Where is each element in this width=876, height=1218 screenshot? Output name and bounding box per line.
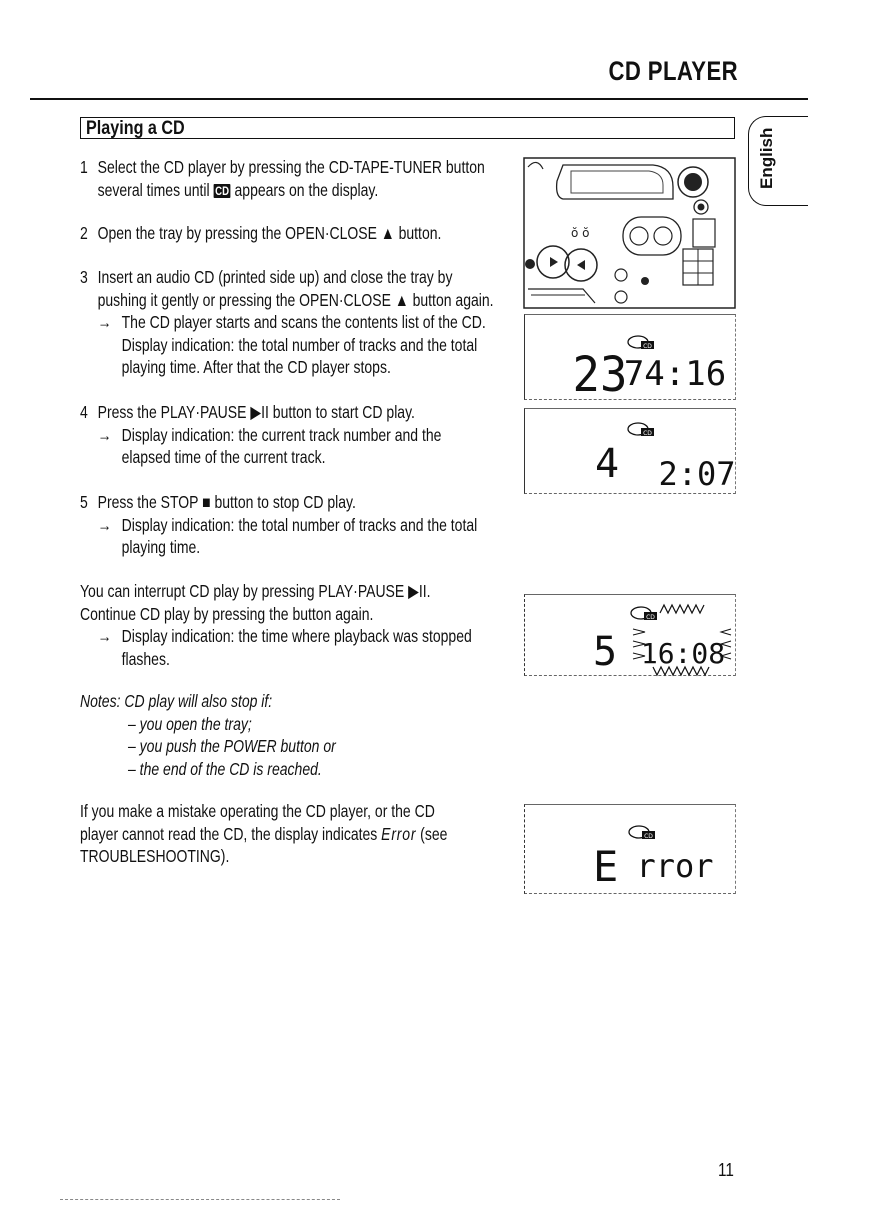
step-4 bbox=[80, 401, 528, 469]
paragraph-text: TROUBLESHOOTING). bbox=[80, 846, 230, 866]
result-detail: playing time. After that the CD player stops. bbox=[121, 357, 391, 377]
note-item: – you open the tray; bbox=[128, 713, 252, 734]
error-code-text: Error bbox=[381, 823, 417, 844]
step-number: 3 bbox=[80, 267, 88, 287]
notes-intro: Notes: CD play will also stop if: bbox=[80, 691, 273, 711]
cd-badge-text: CD bbox=[646, 614, 655, 621]
cd-disc-icon bbox=[629, 826, 655, 840]
result-detail: elapsed time of the current track. bbox=[121, 447, 326, 467]
paragraph-text: player cannot read the CD, the display indicates Error (see bbox=[80, 823, 448, 844]
notes-block bbox=[80, 690, 528, 780]
step-text: Open the tray by pressing the OPEN·CLOSE ▲ button. bbox=[97, 223, 442, 243]
note-item: – you push the POWER button or bbox=[128, 736, 336, 756]
step-text: pushing it gently or pressing the OPEN·CLOSE ▲ button again. bbox=[97, 289, 494, 310]
lcd-left-digits: 23 bbox=[572, 347, 628, 401]
paragraph-text: If you make a mistake operating the CD player, or the CD bbox=[80, 801, 435, 821]
cd-badge-text: CD bbox=[643, 430, 652, 437]
paragraph-text: You can interrupt CD play by pressing PLAY·PAUSE ▶II. bbox=[80, 581, 431, 601]
arrow-icon: → bbox=[97, 424, 112, 445]
step-text: several times until CD appears on the display. bbox=[97, 179, 379, 200]
lcd-left-digits: E bbox=[593, 842, 619, 891]
page-header-title: CD PLAYER bbox=[608, 56, 738, 86]
lcd-display-current bbox=[524, 408, 736, 494]
step-2 bbox=[80, 222, 528, 245]
step-1 bbox=[80, 156, 528, 201]
cd-disc-icon bbox=[628, 336, 654, 350]
step-number: 2 bbox=[80, 223, 88, 243]
step-number: 4 bbox=[80, 402, 88, 422]
cd-disc-icon bbox=[628, 423, 654, 437]
svg-text:ŏ ŏ: ŏ ŏ bbox=[571, 226, 590, 240]
page-number: 11 bbox=[718, 1160, 734, 1180]
language-tab bbox=[748, 116, 808, 206]
section-heading-box bbox=[80, 117, 735, 139]
result-line: → Display indication: the time where playback was stopped bbox=[97, 626, 472, 646]
result-line: → Display indication: the total number of tracks and the total bbox=[97, 514, 478, 535]
lcd-display-total bbox=[524, 314, 736, 400]
interrupt-paragraph bbox=[80, 580, 528, 670]
cd-badge-text: CD bbox=[643, 343, 652, 350]
result-detail: flashes. bbox=[121, 648, 170, 669]
step-number: 1 bbox=[80, 157, 88, 177]
paragraph-text: Continue CD play by pressing the button again. bbox=[80, 603, 374, 624]
result-detail: playing time. bbox=[121, 537, 201, 557]
section-title: Playing a CD bbox=[86, 118, 185, 139]
header-rule bbox=[30, 98, 808, 100]
arrow-icon: → bbox=[97, 312, 112, 332]
step-3 bbox=[80, 266, 528, 379]
cd-player-illustration bbox=[523, 157, 736, 309]
flash-indicator-top bbox=[660, 605, 704, 613]
lcd-right-digits: 74:16 bbox=[623, 354, 727, 394]
result-line: → The CD player starts and scans the contents list of the CD. bbox=[97, 312, 486, 332]
lcd-display-paused bbox=[524, 594, 736, 676]
result-detail: Display indication: the total number of tracks and the total bbox=[121, 334, 478, 355]
lcd-left-digits: 5 bbox=[593, 629, 618, 675]
cd-indicator-icon: CD bbox=[215, 183, 230, 198]
lcd-right-digits: 2:07 bbox=[658, 455, 736, 493]
footer-scan-artifact bbox=[60, 1199, 340, 1204]
cd-badge-text: CD bbox=[644, 833, 653, 840]
arrow-icon: → bbox=[97, 514, 112, 535]
step-5 bbox=[80, 491, 528, 559]
note-item: – the end of the CD is reached. bbox=[128, 758, 322, 779]
error-paragraph bbox=[80, 800, 528, 868]
lcd-left-digits: 4 bbox=[595, 441, 620, 487]
step-number: 5 bbox=[80, 492, 88, 512]
cd-disc-icon bbox=[631, 607, 657, 621]
lcd-right-digits: rror bbox=[636, 847, 714, 885]
language-tab-label: English bbox=[757, 127, 776, 189]
step-text: Press the PLAY·PAUSE ▶II button to start CD play. bbox=[97, 402, 415, 422]
result-line: → Display indication: the current track number and the bbox=[97, 424, 442, 445]
lcd-right-digits: 16:08 bbox=[640, 637, 726, 670]
lcd-display-error bbox=[524, 804, 736, 894]
step-text: Select the CD player by pressing the CD-TAPE-TUNER button bbox=[97, 157, 485, 177]
step-text: Insert an audio CD (printed side up) and close the tray by bbox=[97, 267, 453, 287]
step-text: Press the STOP ■ button to stop CD play. bbox=[97, 492, 356, 512]
arrow-icon: → bbox=[97, 626, 112, 646]
